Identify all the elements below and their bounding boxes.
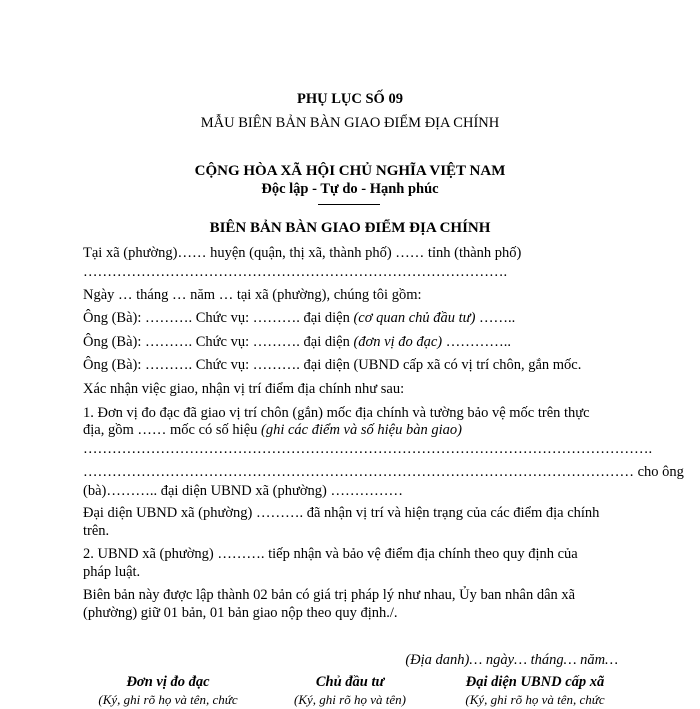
signature-block [250, 673, 450, 709]
item1-line: (bà)……….. đại diện UBND xã (phường) …………… [83, 483, 403, 499]
appendix-label: PHỤ LỤC SỐ 09 [297, 91, 403, 107]
signature-block [68, 673, 268, 709]
document-title: BIÊN BẢN BÀN GIAO ĐIỂM ĐỊA CHÍNH [209, 220, 491, 236]
item1-line: 1. Đơn vị đo đạc đã giao vị trí chôn (gắn) mốc địa chính và tường bảo vệ mốc trên thực [83, 405, 590, 421]
location-dots: ……………………………………………………………………………. [83, 264, 508, 280]
country-name: CỘNG HÒA XÃ HỘI CHỦ NGHĨA VIỆT NAM [194, 163, 506, 179]
closing-line: (phường) giữ 01 bản, 01 bản giao nộp theo quy định./. [83, 605, 398, 621]
signature-note: (Ký, ghi rõ họ và tên, chức [98, 691, 238, 707]
receipt-line: Đại diện UBND xã (phường) ………. đã nhận vị trí và hiện trạng của các điểm địa chính [83, 505, 600, 521]
national-motto: Độc lập - Tự do - Hạnh phúc [261, 181, 439, 197]
appendix-title: MẪU BIÊN BẢN BÀN GIAO ĐIỂM ĐỊA CHÍNH [200, 115, 500, 131]
signature-block [435, 673, 635, 709]
item2-line: 2. UBND xã (phường) ………. tiếp nhận và bảo vệ điểm địa chính theo quy định của [83, 546, 578, 562]
item1-line: …………………………………………………………………………………………………… cho ông [83, 464, 684, 480]
participant-line: Ông (Bà): ………. Chức vụ: ………. đại diện (đơn vị đo đạc) ………….. [83, 334, 511, 350]
signature-note: (Ký, ghi rõ họ và tên, chức [465, 691, 605, 707]
item2-line: pháp luật. [83, 564, 141, 580]
confirm-intro: Xác nhận việc giao, nhận vị trí điểm địa chính như sau: [83, 381, 405, 397]
signature-note: (Ký, ghi rõ họ và tên) [294, 691, 406, 707]
location-line: Tại xã (phường)…… huyện (quận, thị xã, thành phố) …… tỉnh (thành phố) [83, 245, 522, 261]
date-line: Ngày … tháng … năm … tại xã (phường), chúng tôi gồm: [83, 287, 422, 303]
receipt-line: trên. [83, 523, 110, 539]
signature-title: Đơn vị đo đạc [126, 674, 210, 690]
closing-line: Biên bản này được lập thành 02 bản có giá trị pháp lý như nhau, Ủy ban nhân dân xã [83, 587, 576, 603]
place-date: (Địa danh)… ngày… tháng… năm… [405, 652, 618, 668]
signature-title: Đại diện UBND cấp xã [465, 674, 605, 690]
item1-dots: ………………………………………………………………………………………………………. [83, 441, 653, 457]
signature-title: Chủ đầu tư [315, 674, 385, 690]
motto-divider [318, 204, 380, 205]
participant-line: Ông (Bà): ………. Chức vụ: ………. đại diện (UBND cấp xã có vị trí chôn, gắn mốc. [83, 357, 582, 373]
item1-line: địa, gồm …… mốc có số hiệu (ghi các điểm và số hiệu bàn giao) [83, 422, 462, 438]
participant-line: Ông (Bà): ………. Chức vụ: ………. đại diện (cơ quan chủ đầu tư) …….. [83, 310, 516, 326]
